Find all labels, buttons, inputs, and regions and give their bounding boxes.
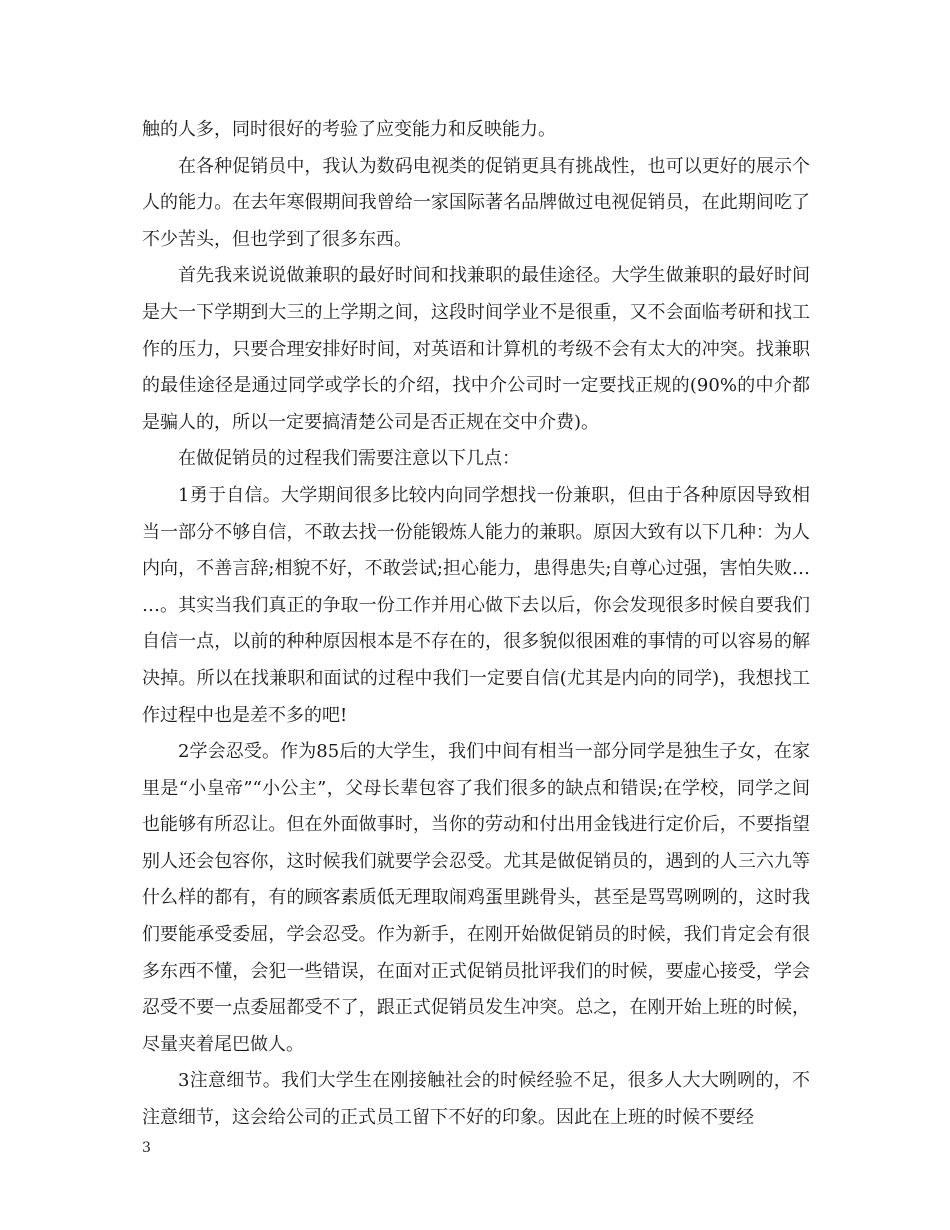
page-number: 3 <box>142 1140 151 1156</box>
paragraph-promoter-challenge: 在各种促销员中，我认为数码电视类的促销更具有挑战性，也可以更好的展示个人的能力。在去年寒假期间我曾给一家国际著名品牌做过电视促销员，在此期间吃了不少苦头，但也学到了很多东西。 <box>142 155 810 250</box>
paragraph-point-3-details: 3注意细节。我们大学生在刚接触社会的时候经验不足，很多人大大咧咧的，不注意细节，这会给公司的正式员工留下不好的印象。因此在上班的时候不要经 <box>142 1070 810 1129</box>
paragraph-points-intro: 在做促销员的过程我们需要注意以下几点： <box>178 448 520 470</box>
paragraph-continuation: 触的人多，同时很好的考验了应变能力和反映能力。 <box>142 119 556 140</box>
paragraph-point-1-confidence: 1勇于自信。大学期间很多比较内向同学想找一份兼职，但由于各种原因导致相当一部分不够自信，不敢去找一份能锻炼人能力的兼职。原因大致有以下几种：为人内向，不善言辞;相貌不好，不敢尝试;担心能力，患得患失;自尊心过强，害怕失败……。其实当我们真正的争取一份工作并用心做下去以后，你会发现很多时候自要我们自信一点，以前的种种原因根本是不存在的，很多貌似很困难的事情的可以容易的解决掉。所以在找兼职和面试的过程中我们一定要自信(尤其是内向的同学)，我想找工作过程中也是差不多的吧! <box>142 484 810 726</box>
body-text <box>142 112 810 1137</box>
paragraph-point-2-endurance: 2学会忍受。作为85后的大学生，我们中间有相当一部分同学是独生子女，在家里是“小皇帝”“小公主”，父母长辈包容了我们很多的缺点和错误;在学校，同学之间也能够有所忍让。但在外面做事时，当你的劳动和付出用金钱进行定价后，不要指望别人还会包容你，这时候我们就要学会忍受。尤其是做促销员的，遇到的人三六九等什么样的都有，有的顾客素质低无理取闹鸡蛋里跳骨头，甚至是骂骂咧咧的，这时我们要能承受委屈，学会忍受。作为新手，在刚开始做促销员的时候，我们肯定会有很多东西不懂，会犯一些错误，在面对正式促销员批评我们的时候，要虚心接受，学会忍受不要一点委屈都受不了，跟正式促销员发生冲突。总之，在刚开始上班的时候，尽量夹着尾巴做人。 <box>142 741 810 1055</box>
paragraph-best-time-and-route: 首先我来说说做兼职的最好时间和找兼职的最佳途径。大学生做兼职的最好时间是大一下学期到大三的上学期之间，这段时间学业不是很重，又不会面临考研和找工作的压力，只要合理安排好时间，对英语和计算机的考级不会有太大的冲突。找兼职的最佳途径是通过同学或学长的介绍，找中介公司时一定要找正规的(90%的中介都是骗人的，所以一定要搞清楚公司是否正规在交中介费)。 <box>142 265 810 433</box>
